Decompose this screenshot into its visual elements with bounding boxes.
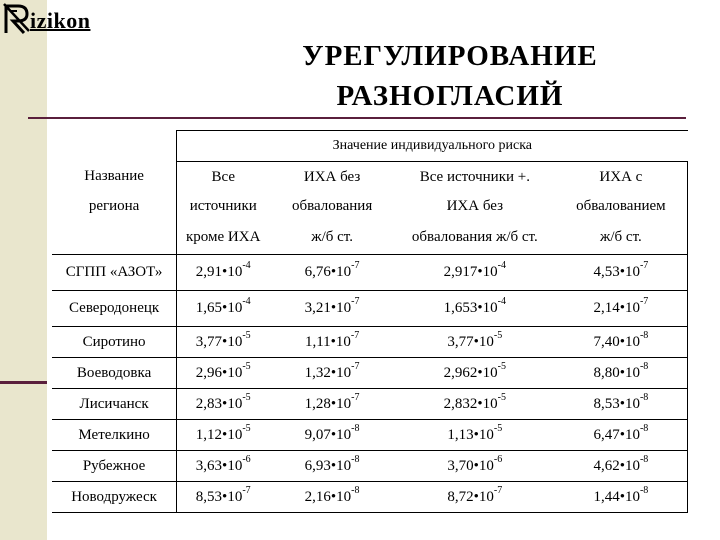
header-cell <box>52 220 177 255</box>
header-cell: обвалования <box>291 197 373 214</box>
side-divider-rule <box>0 381 47 384</box>
risk-value: $2,83•10^{-5}$ <box>177 389 270 420</box>
table-row <box>52 327 688 358</box>
region-name: Рубежное <box>52 451 177 482</box>
title-line-2: РАЗНОГЛАСИЙ <box>336 80 564 112</box>
region-name: Метелкино <box>52 420 177 451</box>
risk-value: $3,70•10^{-6}$ <box>395 451 555 482</box>
risk-table <box>52 130 688 513</box>
table-row <box>52 451 688 482</box>
header-cell: ИХА с <box>555 162 688 193</box>
region-name: Северодонецк <box>52 291 177 327</box>
risk-value: $2,832•10^{-5}$ <box>395 389 555 420</box>
header-cell: источники <box>177 192 270 220</box>
risk-value: $1,653•10^{-4}$ <box>395 291 555 327</box>
header-cell: ж/б ст. <box>269 220 395 255</box>
header-cell: ИХА без <box>303 168 361 185</box>
risk-value: $6,76•10^{-7}$ <box>269 255 395 291</box>
risk-value: $8,53•10^{-7}$ <box>177 482 270 513</box>
risk-value: $7,40•10^{-8}$ <box>555 327 688 358</box>
header-cell: кроме ИХА <box>177 220 270 255</box>
risk-value: $2,16•10^{-8}$ <box>269 482 395 513</box>
risk-value: $2,96•10^{-5}$ <box>177 358 270 389</box>
table-row <box>52 482 688 513</box>
table-row <box>52 420 688 451</box>
risk-value: $2,14•10^{-7}$ <box>555 291 688 327</box>
logo-text: izikon <box>30 8 91 33</box>
risk-value: $1,44•10^{-8}$ <box>555 482 688 513</box>
header-cell: ИХА без <box>446 197 504 214</box>
title-divider-rule <box>28 117 686 119</box>
risk-table-body <box>52 255 688 513</box>
risk-value: $1,13•10^{-5}$ <box>395 420 555 451</box>
risk-value: $1,65•10^{-4}$ <box>177 291 270 327</box>
risk-value: $8,72•10^{-7}$ <box>395 482 555 513</box>
risk-value: $3,21•10^{-7}$ <box>269 291 395 327</box>
table-row <box>52 255 688 291</box>
header-cell: ж/б ст. <box>555 220 688 255</box>
header-cell: Все источники +. <box>419 168 530 185</box>
risk-value: $3,77•10^{-5}$ <box>177 327 270 358</box>
rizikon-logo-icon <box>2 2 32 36</box>
table-row <box>52 291 688 327</box>
rizikon-logo <box>2 2 90 36</box>
risk-value: $4,62•10^{-8}$ <box>555 451 688 482</box>
title-line-1: УРЕГУЛИРОВАНИЕ <box>302 40 598 72</box>
risk-value: $2,917•10^{-4}$ <box>395 255 555 291</box>
header-cell: Название <box>84 168 144 185</box>
risk-value: $2,91•10^{-4}$ <box>177 255 270 291</box>
table-row <box>52 389 688 420</box>
header-cell: Все <box>177 162 270 193</box>
region-name: Воеводовка <box>52 358 177 389</box>
risk-value: $3,77•10^{-5}$ <box>395 327 555 358</box>
risk-value: $8,53•10^{-8}$ <box>555 389 688 420</box>
header-cell: региона <box>88 197 140 214</box>
risk-value: $3,63•10^{-6}$ <box>177 451 270 482</box>
side-accent-panel <box>0 0 47 540</box>
risk-value: $1,11•10^{-7}$ <box>269 327 395 358</box>
risk-value: $2,962•10^{-5}$ <box>395 358 555 389</box>
risk-value: $1,12•10^{-5}$ <box>177 420 270 451</box>
table-row <box>52 358 688 389</box>
group-header: Значение индивидуального риска <box>177 131 688 162</box>
region-name: Новодружеск <box>52 482 177 513</box>
region-name: Лисичанск <box>52 389 177 420</box>
risk-value: $4,53•10^{-7}$ <box>555 255 688 291</box>
risk-value: $1,32•10^{-7}$ <box>269 358 395 389</box>
risk-value: $1,28•10^{-7}$ <box>269 389 395 420</box>
risk-value: $8,80•10^{-8}$ <box>555 358 688 389</box>
header-cell: обвалования ж/б ст. <box>395 220 555 255</box>
risk-value: $9,07•10^{-8}$ <box>269 420 395 451</box>
page-title <box>170 36 720 116</box>
risk-value: $6,47•10^{-8}$ <box>555 420 688 451</box>
risk-value: $6,93•10^{-8}$ <box>269 451 395 482</box>
header-cell: обвалованием <box>555 192 688 220</box>
region-name: Сиротино <box>52 327 177 358</box>
region-name: СГПП «АЗОТ» <box>52 255 177 291</box>
